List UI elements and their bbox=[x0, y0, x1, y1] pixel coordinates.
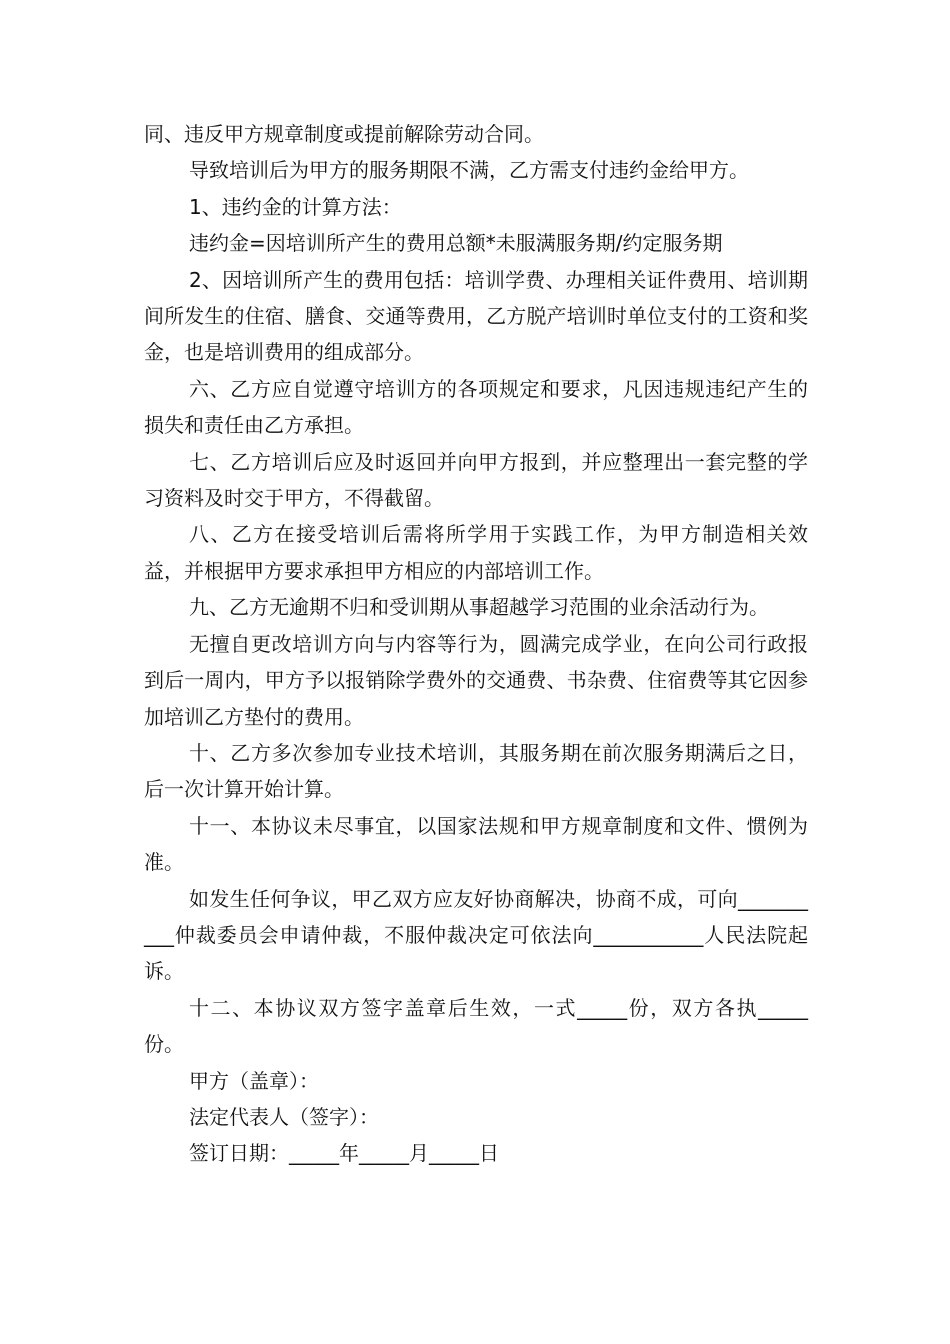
paragraph-14: 十二、本协议双方签字盖章后生效，一式_____份，双方各执_____份。 bbox=[144, 995, 808, 1057]
paragraph-1: 同、违反甲方规章制度或提前解除劳动合同。 bbox=[144, 122, 544, 146]
signature-legal-representative: 法定代表人（签字）： bbox=[189, 1104, 379, 1129]
paragraph-7: 七、乙方培训后应及时返回并向甲方报到，并应整理出一套完整的学习资料及时交于甲方，不得截留。 bbox=[144, 449, 808, 511]
document-page bbox=[144, 116, 808, 1172]
paragraph-12: 十一、本协议未尽事宜，以国家法规和甲方规章制度和文件、惯例为准。 bbox=[144, 813, 808, 875]
signing-date: 签订日期：_____年_____月_____日 bbox=[189, 1141, 499, 1166]
paragraph-5: 2、因培训所产生的费用包括：培训学费、办理相关证件费用、培训期间所发生的住宿、膳食、交通等费用，乙方脱产培训时单位支付的工资和奖金，也是培训费用的组成部分。 bbox=[144, 267, 808, 365]
paragraph-2: 导致培训后为甲方的服务期限不满，乙方需支付违约金给甲方。 bbox=[189, 158, 749, 183]
paragraph-13: 如发生任何争议，甲乙双方应友好协商解决，协商不成，可向__________仲裁委员会申请仲裁，不服仲裁决定可依法向___________人民法院起诉。 bbox=[144, 886, 808, 984]
paragraph-4: 违约金=因培训所产生的费用总额*未服满服务期/约定服务期 bbox=[189, 231, 723, 256]
paragraph-8: 八、乙方在接受培训后需将所学用于实践工作，为甲方制造相关效益，并根据甲方要求承担甲方相应的内部培训工作。 bbox=[144, 522, 808, 583]
paragraph-6: 六、乙方应自觉遵守培训方的各项规定和要求，凡因违规违纪产生的损失和责任由乙方承担。 bbox=[144, 376, 808, 438]
paragraph-9: 九、乙方无逾期不归和受训期从事超越学习范围的业余活动行为。 bbox=[189, 595, 769, 620]
signature-party-a: 甲方（盖章）： bbox=[189, 1068, 319, 1093]
paragraph-3: 1、违约金的计算方法： bbox=[189, 194, 402, 219]
paragraph-10: 无擅自更改培训方向与内容等行为，圆满完成学业，在向公司行政报到后一周内，甲方予以报销除学费外的交通费、书杂费、住宿费等其它因参加培训乙方垫付的费用。 bbox=[144, 631, 808, 729]
paragraph-11: 十、乙方多次参加专业技术培训，其服务期在前次服务期满后之日，后一次计算开始计算。 bbox=[144, 740, 808, 802]
